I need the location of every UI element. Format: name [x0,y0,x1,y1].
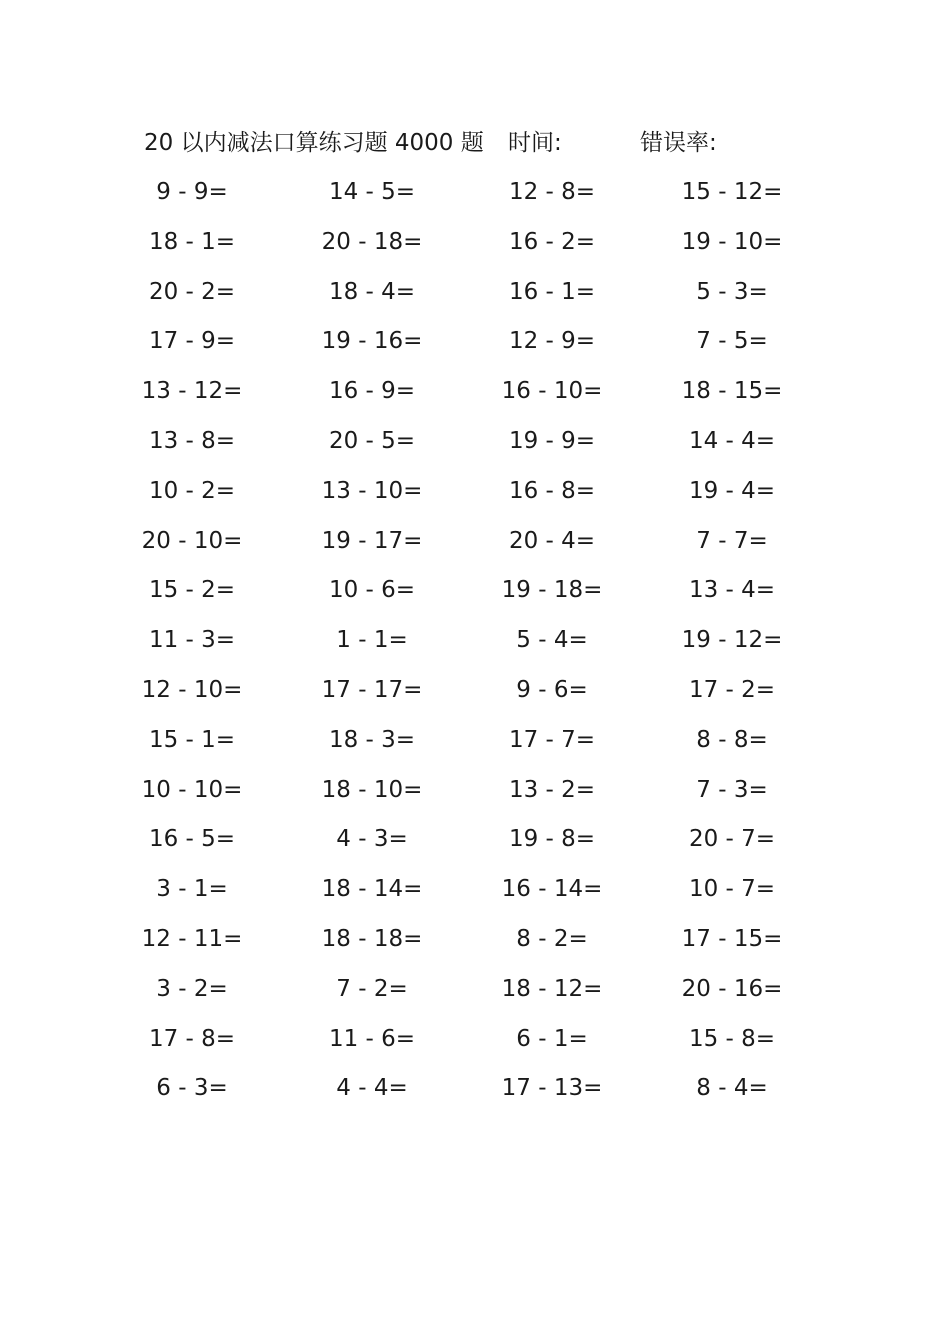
worksheet-title: 20 以内减法口算练习题 4000 题 [144,130,484,156]
problem-item: 19 - 10= [681,228,783,255]
problem-item: 13 - 10= [321,477,423,504]
problem-item: 20 - 16= [681,975,783,1002]
problem-item: 13 - 12= [141,378,243,405]
problem-item: 3 - 1= [156,876,228,903]
problem-item: 19 - 9= [508,427,596,454]
problem-item: 20 - 10= [141,527,243,554]
problem-row [0,272,950,322]
problem-item: 12 - 9= [508,328,596,355]
problem-row [0,969,950,1019]
problem-item: 10 - 10= [141,776,243,803]
problem-item: 18 - 4= [328,278,416,305]
problem-row [0,471,950,521]
problem-row [0,570,950,620]
problem-item: 8 - 2= [516,925,588,952]
problem-item: 14 - 4= [688,427,776,454]
problem-item: 19 - 12= [681,627,783,654]
problem-row [0,819,950,869]
problem-item: 17 - 9= [148,328,236,355]
problem-item: 16 - 2= [508,228,596,255]
problem-item: 12 - 8= [508,179,596,205]
problem-row [0,222,950,272]
problem-row [0,869,950,919]
problem-item: 16 - 8= [508,477,596,504]
problem-item: 7 - 2= [336,975,408,1002]
problem-item: 11 - 3= [148,627,236,654]
problem-item: 12 - 11= [141,925,243,952]
problem-row [0,521,950,571]
problem-item: 18 - 1= [148,228,236,255]
problem-item: 19 - 17= [321,527,423,554]
problem-item: 18 - 10= [321,776,423,803]
problem-item: 20 - 5= [328,427,416,454]
problem-item: 19 - 4= [688,477,776,504]
problem-item: 13 - 4= [688,577,776,604]
problem-item: 8 - 4= [696,1075,768,1102]
problem-item: 18 - 12= [501,975,603,1002]
problem-grid [0,172,950,1118]
problem-item: 9 - 6= [516,676,588,703]
problem-item: 18 - 3= [328,726,416,753]
problem-item: 17 - 7= [508,726,596,753]
problem-row [0,720,950,770]
problem-item: 9 - 9= [156,179,228,205]
problem-row [0,770,950,820]
problem-item: 16 - 10= [501,378,603,405]
problem-item: 17 - 17= [321,676,423,703]
problem-item: 15 - 1= [148,726,236,753]
problem-item: 19 - 8= [508,826,596,853]
problem-item: 20 - 4= [508,527,596,554]
problem-item: 1 - 1= [336,627,408,654]
error-rate-label: 错误率: [640,130,717,156]
problem-item: 3 - 2= [156,975,228,1002]
problem-item: 6 - 3= [156,1075,228,1102]
problem-item: 11 - 6= [328,1025,416,1052]
problem-row [0,421,950,471]
problem-item: 17 - 2= [688,676,776,703]
problem-row [0,1019,950,1069]
problem-item: 8 - 8= [696,726,768,753]
problem-item: 19 - 16= [321,328,423,355]
problem-item: 10 - 7= [688,876,776,903]
problem-item: 17 - 13= [501,1075,603,1102]
problem-item: 7 - 5= [696,328,768,355]
problem-item: 20 - 2= [148,278,236,305]
problem-item: 16 - 5= [148,826,236,853]
problem-row [0,172,950,222]
time-label: 时间: [508,130,562,156]
problem-item: 20 - 7= [688,826,776,853]
problem-item: 20 - 18= [321,228,423,255]
problem-row [0,670,950,720]
problem-item: 13 - 8= [148,427,236,454]
problem-item: 17 - 15= [681,925,783,952]
problem-row [0,919,950,969]
worksheet-header [0,126,950,160]
problem-item: 16 - 1= [508,278,596,305]
problem-row [0,620,950,670]
problem-item: 6 - 1= [516,1025,588,1052]
problem-item: 14 - 5= [328,179,416,205]
problem-item: 15 - 12= [681,179,783,205]
problem-item: 7 - 7= [696,527,768,554]
problem-item: 4 - 4= [336,1075,408,1102]
problem-item: 19 - 18= [501,577,603,604]
problem-item: 15 - 2= [148,577,236,604]
problem-item: 7 - 3= [696,776,768,803]
problem-row [0,371,950,421]
problem-item: 16 - 14= [501,876,603,903]
problem-item: 4 - 3= [336,826,408,853]
problem-item: 12 - 10= [141,676,243,703]
problem-item: 15 - 8= [688,1025,776,1052]
problem-item: 18 - 14= [321,876,423,903]
problem-item: 18 - 15= [681,378,783,405]
problem-item: 5 - 3= [696,278,768,305]
problem-row [0,1068,950,1118]
problem-item: 13 - 2= [508,776,596,803]
problem-item: 18 - 18= [321,925,423,952]
problem-item: 5 - 4= [516,627,588,654]
problem-row [0,321,950,371]
problem-item: 10 - 6= [328,577,416,604]
problem-item: 17 - 8= [148,1025,236,1052]
problem-item: 10 - 2= [148,477,236,504]
problem-item: 16 - 9= [328,378,416,405]
